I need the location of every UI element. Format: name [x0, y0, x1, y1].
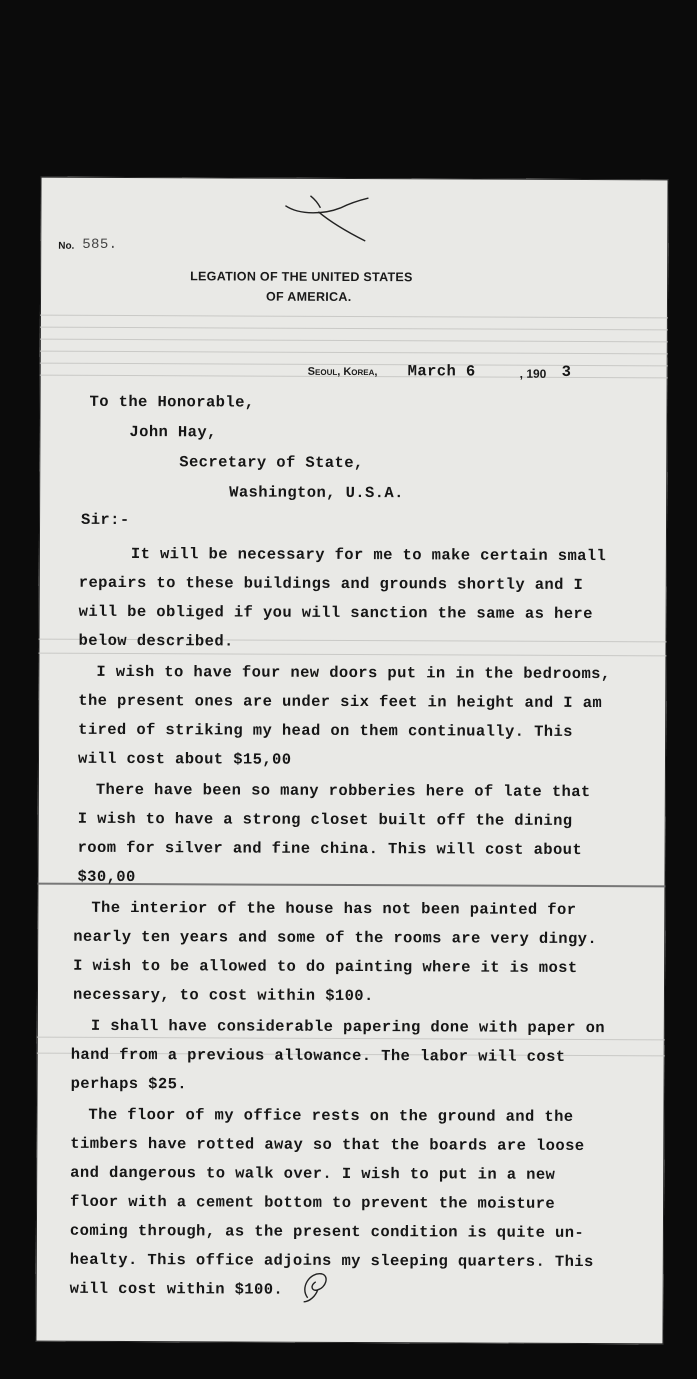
- body-line: and dangerous to walk over. I wish to put in a new: [70, 1163, 556, 1184]
- body-line: will cost about $15,00: [77, 749, 292, 769]
- dateline-date: March 6: [407, 362, 476, 381]
- address-line-3: Secretary of State,: [179, 453, 364, 473]
- body-line: timbers have rotted away so that the boards are loose: [70, 1134, 585, 1156]
- body-line: nearly ten years and some of the rooms are very dingy.: [73, 927, 598, 949]
- dateline-place: Seoul, Korea,: [307, 365, 378, 379]
- address-line-2: John Hay,: [129, 423, 217, 442]
- dateline-year-suffix: 3: [561, 362, 572, 381]
- body-line: tired of striking my head on them continually. This: [78, 720, 573, 741]
- letterhead-line-2: OF AMERICA.: [265, 289, 352, 304]
- body-line: perhaps $25.: [70, 1074, 188, 1094]
- paper-rule: [40, 327, 668, 331]
- body-line: The interior of the house has not been painted for: [91, 898, 577, 919]
- body-line: I wish to be allowed to do painting where it is most: [73, 956, 578, 977]
- body-line: $30,00: [77, 867, 136, 887]
- body-line: coming through, as the present condition is quite un-: [69, 1221, 585, 1243]
- body-line: I wish to have a strong closet built off the dining: [77, 809, 573, 830]
- letterhead-line-1: LEGATION OF THE UNITED STATES: [190, 269, 413, 285]
- body-line: hand from a previous allowance. The labor will cost: [70, 1045, 566, 1066]
- body-line: repairs to these buildings and grounds shortly and I: [78, 573, 584, 595]
- body-line: the present ones are under six feet in height and I am: [78, 691, 603, 713]
- body-line: There have been so many robberies here of late that: [95, 780, 591, 802]
- dateline-year-prefix: , 190: [519, 366, 547, 381]
- body-line: below described.: [78, 631, 234, 651]
- paper-rule: [38, 653, 666, 657]
- body-line: I shall have considerable papering done with paper on: [90, 1016, 606, 1038]
- body-line: will cost within $100.: [69, 1279, 284, 1299]
- body-line: I wish to have four new doors put in in the bedrooms,: [96, 662, 611, 684]
- number-value: 585.: [82, 236, 118, 253]
- paper-rule: [37, 1037, 665, 1041]
- letter-page: [35, 177, 668, 1345]
- body-line: will be obliged if you will sanction the same as here: [78, 602, 593, 624]
- paper-rule: [40, 351, 668, 355]
- body-line: necessary, to cost within $100.: [72, 985, 374, 1006]
- salutation: Sir:-: [81, 510, 130, 530]
- body-line: healty. This office adjoins my sleeping quarters. This: [69, 1250, 594, 1272]
- handwritten-mark: [296, 1258, 346, 1308]
- number-label: No.: [58, 240, 75, 252]
- paper-rule: [40, 339, 668, 343]
- address-line-1: To the Honorable,: [89, 392, 255, 412]
- body-line: It will be necessary for me to make certain small: [130, 545, 607, 566]
- body-line: The floor of my office rests on the ground and the: [88, 1105, 574, 1126]
- body-line: floor with a cement bottom to prevent the moisture: [70, 1192, 556, 1213]
- body-line: room for silver and fine china. This will cost about: [77, 838, 583, 860]
- pen-flourish-mark: [270, 186, 380, 246]
- paper-rule: [40, 315, 668, 319]
- address-line-4: Washington, U.S.A.: [229, 483, 404, 503]
